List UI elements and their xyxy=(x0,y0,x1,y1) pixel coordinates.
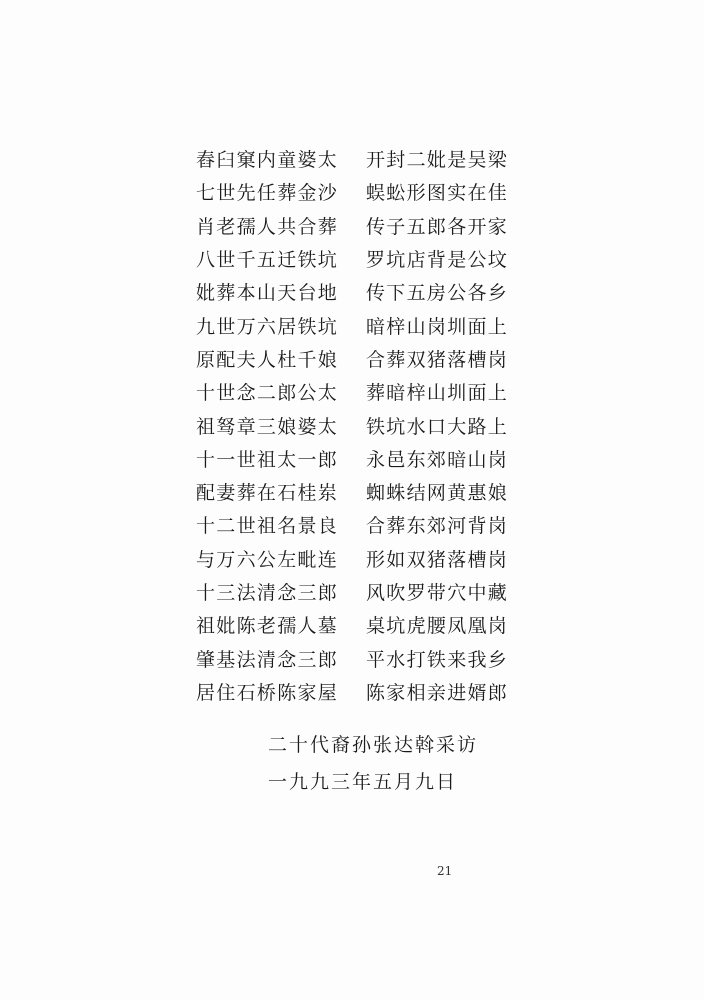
verse-line-left: 肖老孺人共合葬 xyxy=(196,215,339,238)
verse-row xyxy=(196,209,516,242)
verse-line-left: 原配夫人杜千娘 xyxy=(196,348,339,371)
signoff-author: 二十代裔孙张达斡采访 xyxy=(268,734,479,756)
verse-line-left: 十三法清念三郎 xyxy=(196,582,339,604)
verse-line-right: 形如双猪落槽岗 xyxy=(366,548,509,571)
verse-line-left: 配妻葬在石桂岽 xyxy=(196,482,339,505)
verse-row xyxy=(196,641,516,674)
verse-row xyxy=(196,408,516,441)
verse-line-right: 传子五郎各开家 xyxy=(366,215,509,238)
verse-line-right: 桌坑虎腰凤凰岗 xyxy=(366,615,509,638)
verse-line-left: 妣葬本山天台地 xyxy=(196,282,339,305)
verse-line-right: 罗坑店背是公坟 xyxy=(366,249,509,272)
verse-row xyxy=(196,275,516,308)
verse-row xyxy=(196,575,516,608)
verse-line-left: 与万六公左毗连 xyxy=(196,548,339,571)
verse-row xyxy=(196,675,516,708)
verse-row xyxy=(196,142,516,175)
verse-line-right: 陈家相亲进婿郎 xyxy=(366,681,509,704)
verse-row xyxy=(196,442,516,475)
signoff-date: 一九九三年五月九日 xyxy=(268,771,458,793)
verse-row xyxy=(196,608,516,641)
verse-line-left: 八世千五迁铁坑 xyxy=(196,249,339,272)
verse-line-right: 合葬双猪落槽岗 xyxy=(366,348,509,371)
verse-row xyxy=(196,242,516,275)
verse-row xyxy=(196,175,516,208)
verse-line-right: 风吹罗带穴中藏 xyxy=(366,582,509,604)
page-number: 21 xyxy=(437,864,453,878)
verse-row xyxy=(196,375,516,408)
verse-line-right: 蜈蚣形图实在佳 xyxy=(366,182,509,205)
verse-line-right: 合葬东郊河背岗 xyxy=(366,515,509,538)
verse-line-left: 肇基法清念三郎 xyxy=(196,648,339,671)
verse-line-left: 七世先任葬金沙 xyxy=(196,182,339,205)
verse-line-right: 暗梓山岗圳面上 xyxy=(366,315,509,338)
verse-line-right: 葬暗梓山圳面上 xyxy=(366,382,509,405)
verse-line-right: 铁坑水口大路上 xyxy=(366,415,509,438)
verse-line-left: 十世念二郎公太 xyxy=(196,382,339,405)
verse-row xyxy=(196,475,516,508)
verse-line-right: 传下五房公各乡 xyxy=(366,282,509,305)
verse-line-left: 十二世祖名景良 xyxy=(196,515,339,538)
verse-row xyxy=(196,342,516,375)
verse-line-left: 祖妣陈老孺人墓 xyxy=(196,615,339,638)
verse-line-right: 蜘蛛结网黄惠娘 xyxy=(366,482,509,505)
verse-line-left: 舂臼窠内童婆太 xyxy=(196,149,339,172)
verse-line-right: 开封二妣是吴梁 xyxy=(366,149,509,172)
verse-row xyxy=(196,508,516,541)
genealogy-verse xyxy=(196,142,516,708)
verse-line-left: 祖驽章三娘婆太 xyxy=(196,415,339,438)
signoff-block xyxy=(268,727,478,801)
verse-row xyxy=(196,308,516,341)
verse-line-left: 九世万六居铁坑 xyxy=(196,315,339,338)
verse-line-right: 平水打铁来我乡 xyxy=(366,648,509,671)
verse-line-right: 永邑东郊暗山岗 xyxy=(366,448,509,471)
verse-line-left: 十一世祖太一郎 xyxy=(196,448,339,471)
verse-line-left: 居住石桥陈家屋 xyxy=(196,681,339,704)
verse-row xyxy=(196,542,516,575)
